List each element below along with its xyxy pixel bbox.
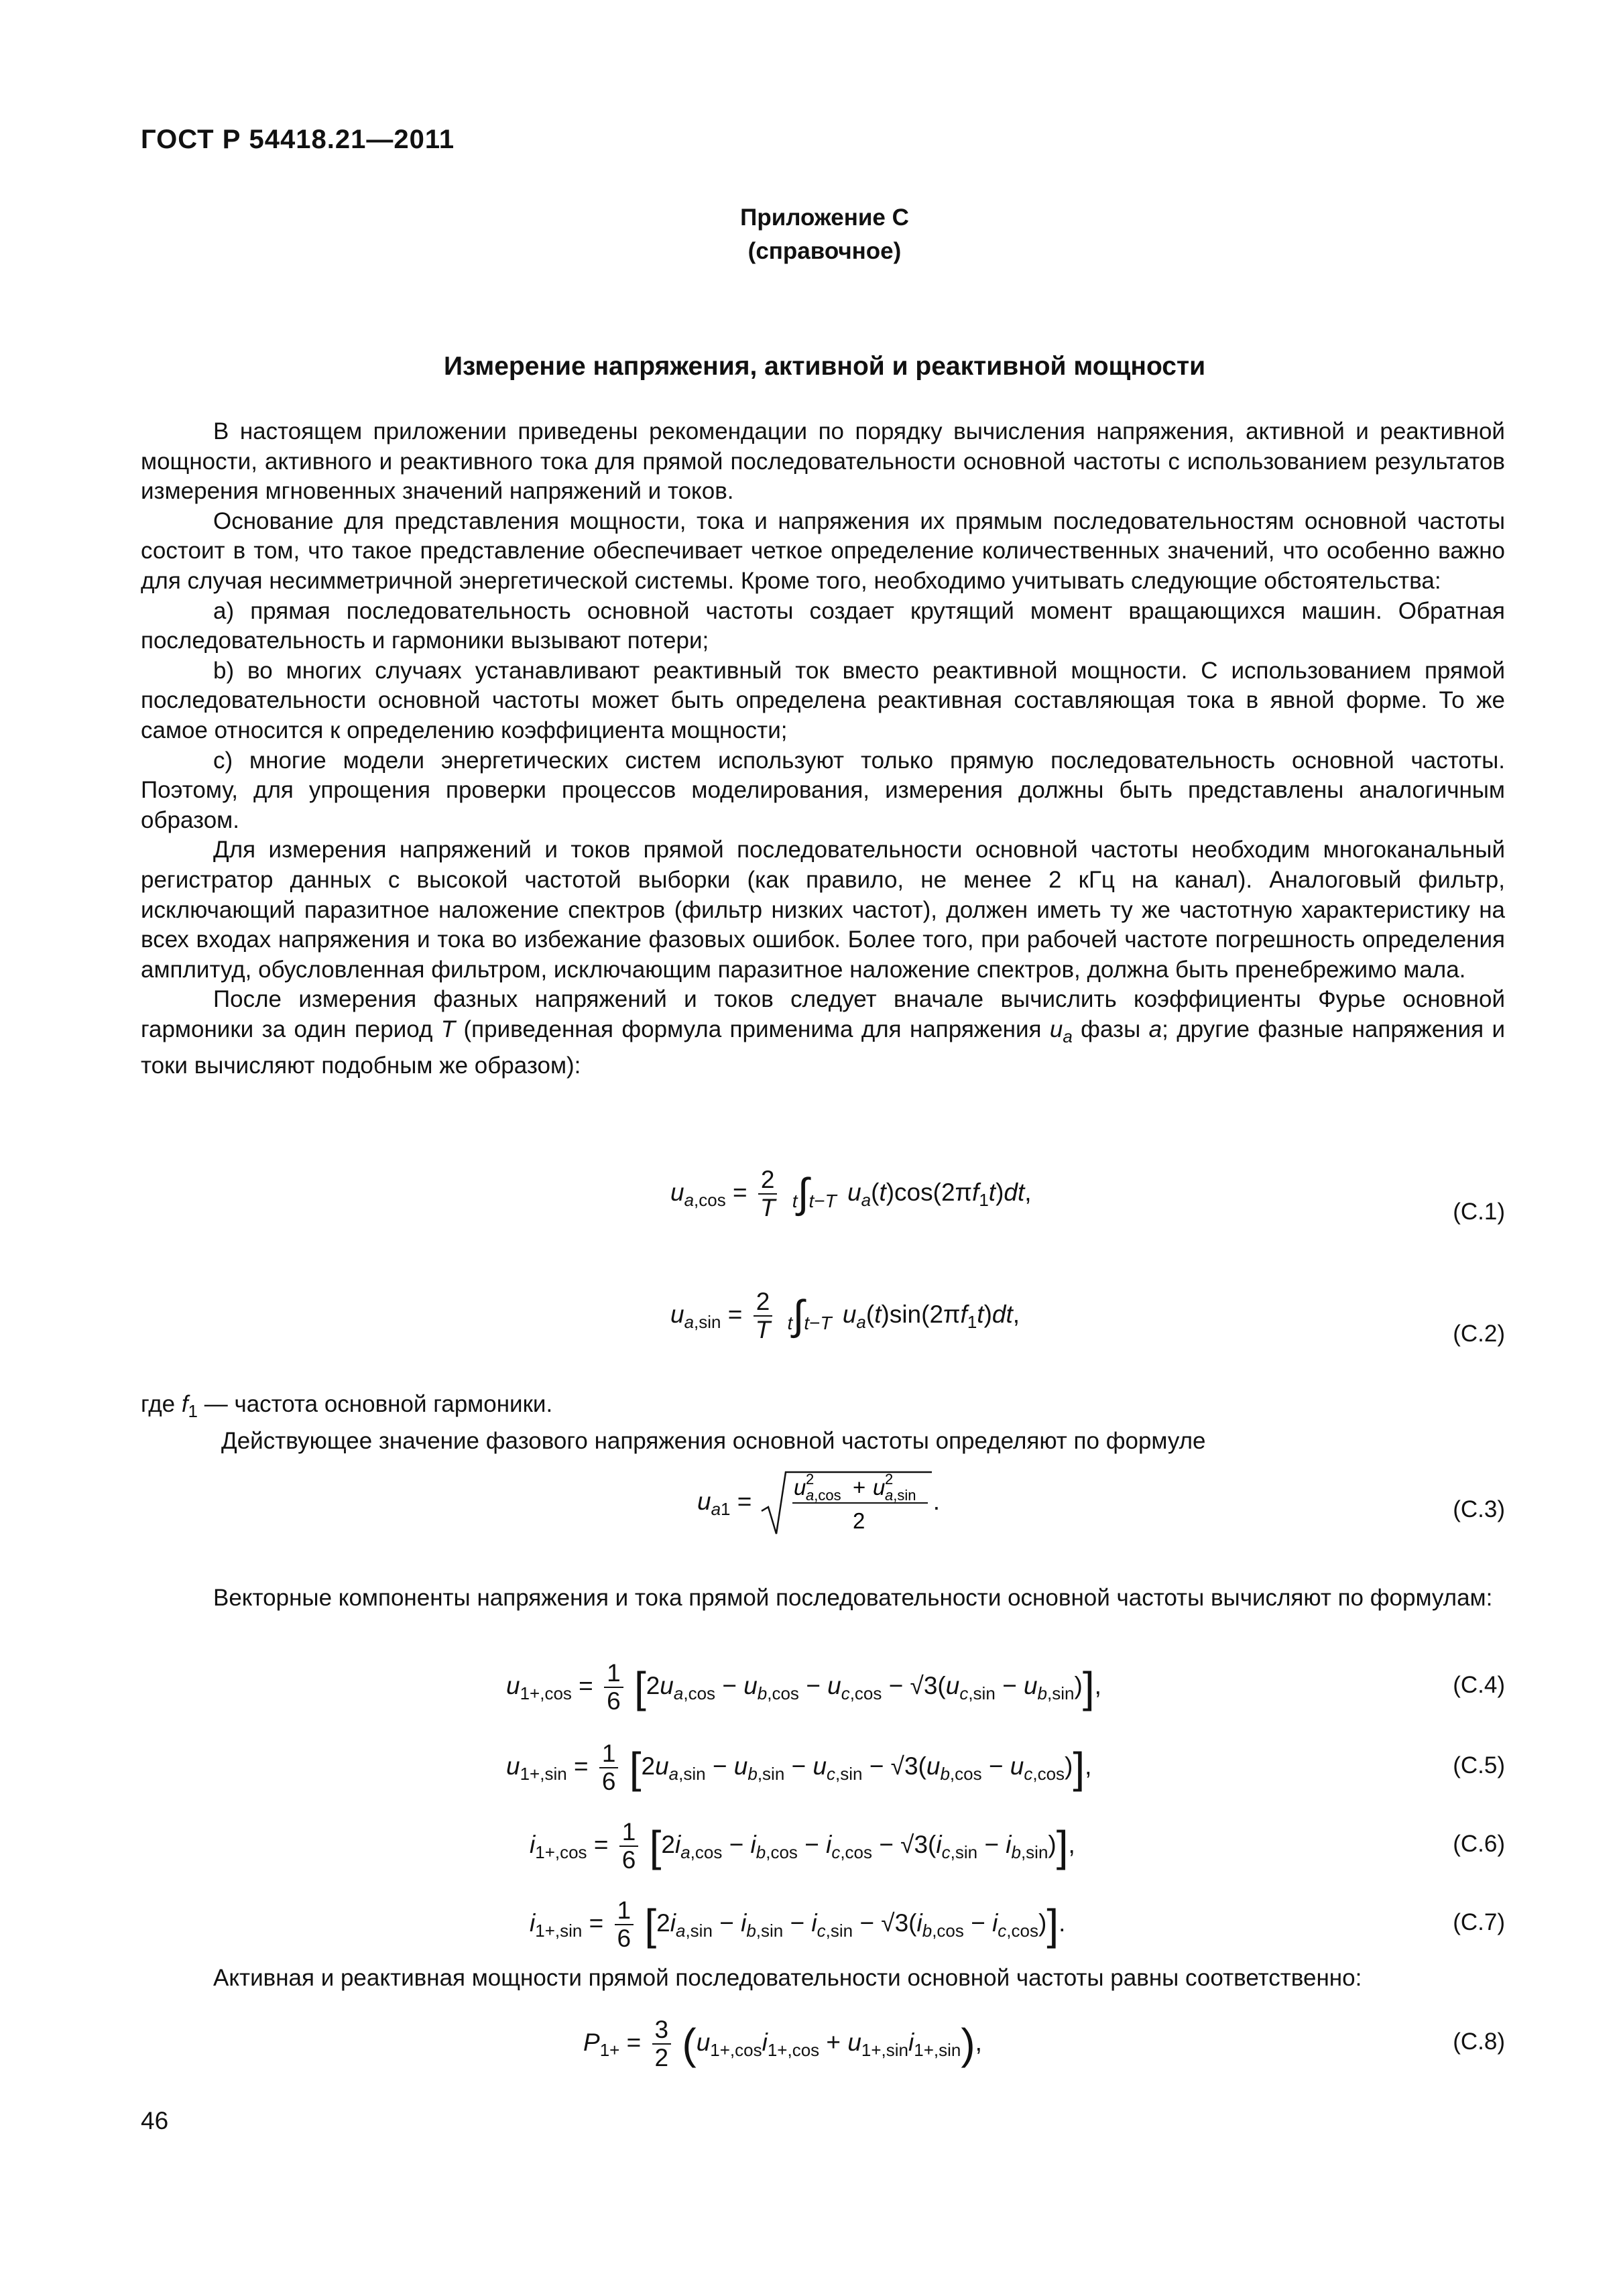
formula-c5-expression: $u_{1+,sin}$ = $\frac{1}{6}$ $[2u_{a,sin} - u_{b,sin} - u_{c,sin} - √3(u_{b,cos} - u_{c,cos})]$, xyxy=(506,1740,1092,1795)
equation-number: (С.2) xyxy=(1453,1321,1505,1347)
svg-text:a,sin: a,sin xyxy=(884,1487,916,1504)
formula-c4-expression: $u_{1+,cos}$ = $\frac{1}{6}$ $[2u_{a,cos} - u_{b,cos} - u_{c,cos} - √3(u_{c,sin} - u_{b,sin})]$, xyxy=(506,1659,1101,1715)
vector-intro-text xyxy=(141,1583,1505,1614)
paragraph: b) во многих случаях устанавливают реактивный ток вместо реактивной мощности. С использованием прямой последовательности основной частоты может быть определена реактивная составляющая тока в явной форме. То же самое относится к определению коэффициента мощности; xyxy=(141,657,1505,743)
appendix-heading xyxy=(141,201,1508,268)
svg-text:+: + xyxy=(852,1475,865,1500)
document-header: ГОСТ Р 54418.21—2011 xyxy=(141,125,455,154)
paragraph: Действующее значение фазового напряжения основной частоты определяют по формуле xyxy=(221,1427,1206,1454)
equation-number: (С.8) xyxy=(1453,2029,1505,2055)
formula-c7-expression: $i_{1+,sin}$ = $\frac{1}{6}$ $[2i_{a,sin} - i_{b,sin} - i_{c,sin} - √3(i_{b,cos} - i_{c,cos})]$. xyxy=(530,1896,1066,1952)
page-number: 46 xyxy=(141,2107,169,2134)
paragraph: Основание для представления мощности, тока и напряжения их прямым последовательностям основной частоты состоит в том, что такое представление обеспечивает четкое определение количественных значений, что особенно важно для случая несимметричной энергетической системы. Кроме того, необходимо учитывать следующие обстоятельства: xyxy=(141,507,1505,594)
svg-text:2: 2 xyxy=(805,1471,814,1488)
svg-text:u: u xyxy=(872,1475,886,1500)
equation-c7 xyxy=(141,1897,1505,1951)
equation-c2 xyxy=(141,1288,1505,1376)
formula-c6-expression: $i_{1+,cos}$ = $\frac{1}{6}$ $[2i_{a,cos} - i_{b,cos} - i_{c,cos} - √3(i_{c,sin} - i_{b,sin})]$, xyxy=(530,1818,1075,1874)
paragraph: Активная и реактивная мощности прямой последовательности основной частоты равны соответственно: xyxy=(213,1965,1362,1991)
equation-number: (С.6) xyxy=(1453,1831,1505,1857)
formula-c8-expression: $P_{1+}$ = $\frac{3}{2}$ $(u_{1+,cos}i_{1+,cos} + u_{1+,sin}i_{1+,sin})$, xyxy=(583,2016,982,2071)
paragraph: Векторные компоненты напряжения и тока прямой последовательности основной частоты вычисляют по формулам: xyxy=(213,1585,1493,1611)
sqrt-symbol xyxy=(759,1469,933,1536)
equation-number: (С.5) xyxy=(1453,1752,1505,1778)
paragraph: Для измерения напряжений и токов прямой последовательности основной частоты необходим многоканальный регистратор данных с высокой частотой выборки (как правило, не менее 2 кГц на канал). Аналоговый фильтр, исключающий паразитное наложение спектров (фильтр низких частот), должен иметь ту же частотную характеристику на всех входах напряжения и тока во избежание фазовых ошибок. Более того, при рабочей частоте погрешность определения амплитуд, обусловленная фильтром, исключающим паразитное наложение спектров, должна быть пренебрежимо мала. xyxy=(141,837,1505,983)
paragraph-fourier: После измерения фазных напряжений и токов следует вначале вычислить коэффициенты Фурье основной гармоники за один период T (приведенная формула применима для напряжения $u_a$ фазы a; другие фазные напряжения и токи вычисляют подобным же образом): xyxy=(141,986,1505,1079)
equation-c5 xyxy=(141,1740,1505,1794)
formula-c1-expression: $u_{a,cos}$ = $\frac{2}{T}$ t∫t−T $u_a(t)\cos(2\pi f_1t)dt$, xyxy=(670,1166,1032,1221)
section-title: Измерение напряжения, активной и реактивной мощности xyxy=(443,352,1206,381)
paragraph: где $f_1$ — частота основной гармоники. xyxy=(141,1391,553,1421)
paragraph: В настоящем приложении приведены рекомендации по порядку вычисления напряжения, активной и реактивной мощности, активного и реактивного тока для прямой последовательности основной частоты с использованием результатов измерения мгновенных значений напряжений и токов. xyxy=(141,418,1505,505)
equation-number: (С.3) xyxy=(1453,1496,1505,1522)
appendix-type: (справочное) xyxy=(747,238,902,264)
equation-c8 xyxy=(141,2016,1505,2070)
paragraph: а) прямая последовательность основной частоты создает крутящий момент вращающихся машин. Обратная последовательность и гармоники вызывают потери; xyxy=(141,597,1505,654)
intro-text xyxy=(141,417,1505,1081)
appendix-label: Приложение С xyxy=(740,204,909,231)
equation-number: (С.1) xyxy=(1453,1199,1505,1225)
formula-c3-expression: $u_{a1}$ = u 2 a,cos + u 2 a,sin 2 . xyxy=(697,1469,940,1536)
svg-text:u: u xyxy=(793,1475,806,1500)
svg-text:a,cos: a,cos xyxy=(805,1487,841,1504)
equation-c1 xyxy=(141,1166,1505,1254)
formula-c2-expression: $u_{a,sin}$ = $\frac{2}{T}$ t∫t−T $u_a(t)\sin(2\pi f_1t)dt$, xyxy=(670,1288,1020,1343)
paragraph: c) многие модели энергетических систем используют только прямую последовательность основной частоты. Поэтому, для упрощения проверки процессов моделирования, измерения должны быть представлены аналогичным образом. xyxy=(141,747,1505,833)
svg-text:2: 2 xyxy=(884,1471,893,1488)
equation-c3 xyxy=(141,1469,1505,1543)
equation-c4 xyxy=(141,1660,1505,1713)
equation-number: (С.7) xyxy=(1453,1909,1505,1935)
power-intro-text xyxy=(141,1963,1505,1994)
equation-number: (С.4) xyxy=(1453,1672,1505,1698)
svg-text:2: 2 xyxy=(852,1508,865,1533)
where-text xyxy=(141,1390,1505,1456)
equation-c6 xyxy=(141,1819,1505,1872)
